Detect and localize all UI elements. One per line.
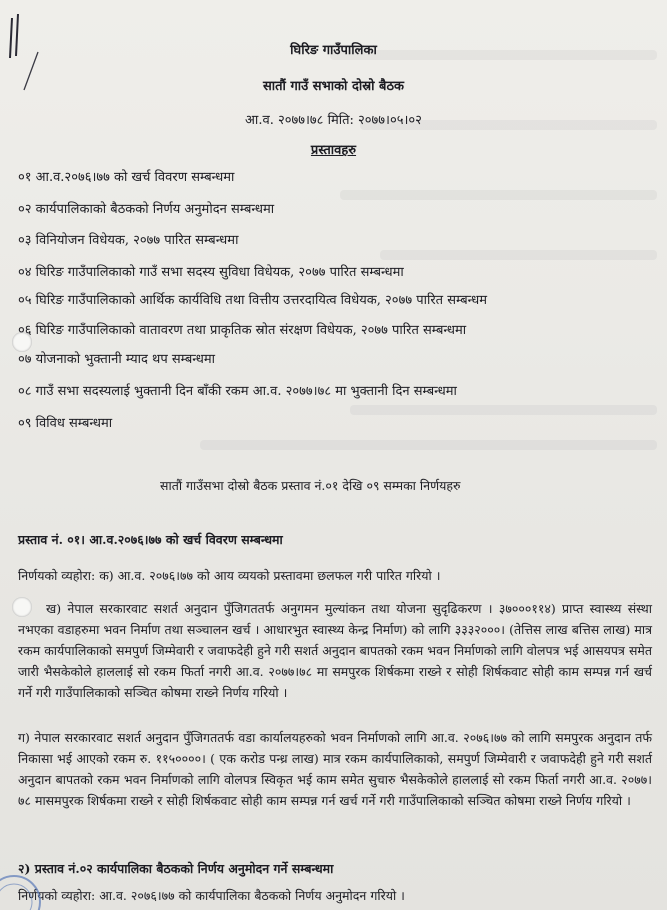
resolution-1-heading: प्रस्ताव नं. ०१। आ.व.२०७६।७७ को खर्च विवरण सम्बन्धमा <box>18 532 283 547</box>
proposal-item: ०८ गाउँ सभा सदस्यलाई भुक्तानी दिन बाँकी रकम आ.व. २०७७।७८ मा भुक्तानी दिन सम्बन्धमा <box>18 384 457 399</box>
resolutions-title: सातौं गाउँसभा दोस्रो बैठक प्रस्ताव नं.०१ देखि ०९ सम्मका निर्णयहरु <box>160 478 461 493</box>
proposal-item: ०६ घिरिङ गाउँपालिकाको वातावरण तथा प्राकृतिक स्रोत संरक्षण विधेयक, २०७७ पारित सम्बन्धमा <box>18 323 467 338</box>
proposals-heading: प्रस्तावहरु <box>310 143 357 158</box>
proposal-item: ०१ आ.व.२०७६।७७ को खर्च विवरण सम्बन्धमा <box>18 170 235 185</box>
resolution-1-decision-a: निर्णयको व्यहोरा: क) आ.व. २०७६।७७ को आय व्ययको प्रस्तावमा छलफल गरी पारित गरियो । <box>18 568 441 583</box>
proposal-item: ०७ योजनाको भुक्तानी म्याद थप सम्बन्धमा <box>18 352 216 367</box>
meeting-title: सातौं गाउँ सभाको दोस्रो बैठक <box>262 79 404 94</box>
proposal-item: ०३ विनियोजन विधेयक, २०७७ पारित सम्बन्धमा <box>18 233 239 248</box>
proposal-item: ०५ घिरिङ गाउँपालिकाको आर्थिक कार्यविधि तथा वित्तीय उत्तरदायित्व विधेयक, २०७७ पारित सम्बन्धम <box>18 293 488 308</box>
municipality-title: घिरिङ गाउँपालिका <box>290 43 377 58</box>
show-through <box>350 405 657 415</box>
resolution-1-decision-c: ग) नेपाल सरकारवाट सशर्त अनुदान पुँजिगततर्फ वडा कार्यालयहरुको भवन निर्माणको लागि आ.व. २०७६।७७ को लागि समपुरक अनुदान तर्फ निकासा भई आएको रकम रु. ११५००००। ( एक करोड पन्ध्र लाख) मात्र रकम कार्यपालिकाको, समपुर्ण जिम्मेवारी र जवाफदेही हुने गरी सशर्त अनुदान बापतको रकम भवन निर्माणको लागि वोलपत्र स्विकृत भई काम समेत सुचारु भैसकेकोले हाललाई सो रकम फिर्ता नगरी आ.व. २०७७।७८ मासमपुरक शिर्षकमा राख्ने र सोही शिर्षकवाट सोही काम सम्पन्न गर्न खर्च गर्ने गरी गाउँपालिकाको सञ्चित कोषमा राख्ने निर्णय गरियो । <box>18 730 652 808</box>
show-through <box>340 190 657 200</box>
proposal-item: ०४ घिरिङ गाउँपालिकाको गाउँ सभा सदस्य सुविधा विधेयक, २०७७ पारित सम्बन्धमा <box>18 265 404 280</box>
resolution-1-decision-b: ख) नेपाल सरकारवाट सशर्त अनुदान पुँजिगततर्फ अनुगमन मुल्यांकन तथा योजना सुदृढिकरण । ३७०००११४) प्राप्त स्वास्थ्य संस्था नभएका वडाहरुमा भवन निर्माण तथा सञ्चालन खर्च । आधारभुत स्वास्थ्य केन्द्र निर्माण) को लागि ३३३२०००। (तेत्तिस लाख बत्तिस लाख) मात्र रकम कार्यपालिकाको समपुर्ण जिम्मेवारी र जवाफदेही हुने गरी सशर्त अनुदान बापतको रकम भवन निर्माणको लागि वोलपत्र भई आसयपत्र समेत जारी भैसकेकोले हाललाई सो रकम फिर्ता नगरी आ.व. २०७७।७८ मा समपुरक शिर्षकमा राख्ने र सोही शिर्षकवाट सोही काम सम्पन्न गर्न खर्च गर्ने गरी गाउँपालिकाको सञ्चित कोषमा राख्ने निर्णय गरियो । <box>18 601 652 700</box>
show-through <box>200 440 657 450</box>
show-through <box>380 250 657 260</box>
resolution-2-decision: निर्णयको व्यहोरा: आ.व. २०७६।७७ को कार्यपालिका बैठकको निर्णय अनुमोदन गरियो । <box>18 888 405 903</box>
date-line: आ.व. २०७७।७८ मिति: २०७७।०५।०२ <box>245 113 422 128</box>
proposal-item: ०९ विविध सम्बन्धमा <box>18 416 113 431</box>
resolution-2-heading: २) प्रस्ताव नं.०२ कार्यपालिका बैठकको निर्णय अनुमोदन गर्ने सम्बन्धमा <box>18 861 334 876</box>
proposal-item: ०२ कार्यपालिकाको बैठकको निर्णय अनुमोदन सम्बन्धमा <box>18 202 275 217</box>
official-stamp <box>0 866 50 910</box>
